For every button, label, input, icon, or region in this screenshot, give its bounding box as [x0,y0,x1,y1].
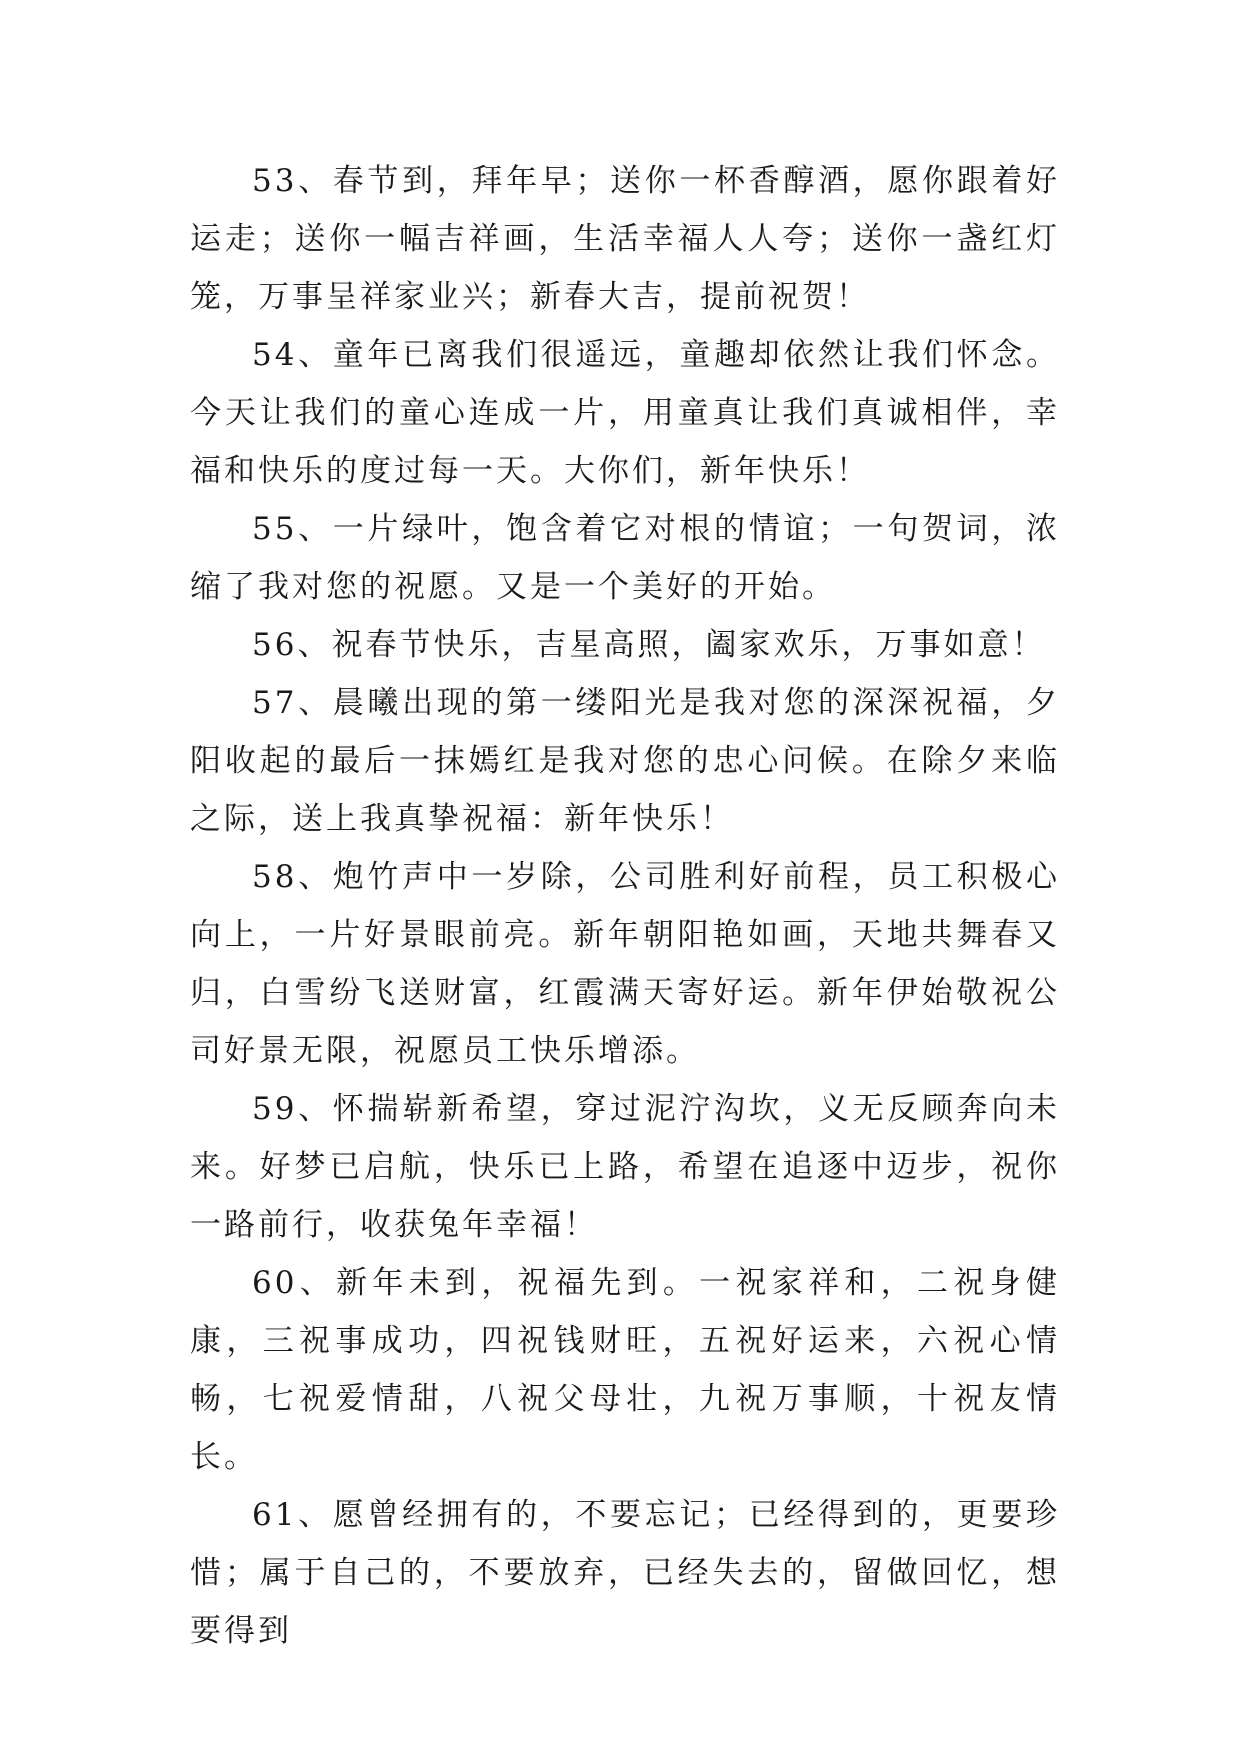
document-body [190,152,1060,1660]
paragraph-54: 54、童年已离我们很遥远，童趣却依然让我们怀念。今天让我们的童心连成一片，用童真让我们真诚相伴，幸福和快乐的度过每一天。大你们，新年快乐！ [190,337,1060,489]
paragraph-53: 53、春节到，拜年早；送你一杯香醇酒，愿你跟着好运走；送你一幅吉祥画，生活幸福人人夸；送你一盏红灯笼，万事呈祥家业兴；新春大吉，提前祝贺！ [190,163,1060,315]
paragraph-59: 59、怀揣崭新希望，穿过泥泞沟坎，义无反顾奔向未来。好梦已启航，快乐已上路，希望在追逐中迈步，祝你一路前行，收获兔年幸福！ [190,1091,1060,1243]
paragraph-61: 61、愿曾经拥有的，不要忘记；已经得到的，更要珍惜；属于自己的，不要放弃，已经失去的，留做回忆，想要得到 [190,1497,1060,1649]
paragraph-57: 57、晨曦出现的第一缕阳光是我对您的深深祝福，夕阳收起的最后一抹嫣红是我对您的忠心问候。在除夕来临之际，送上我真挚祝福：新年快乐！ [190,685,1060,837]
paragraph-60: 60、新年未到，祝福先到。一祝家祥和，二祝身健康，三祝事成功，四祝钱财旺，五祝好运来，六祝心情畅，七祝爱情甜，八祝父母壮，九祝万事顺，十祝友情长。 [190,1265,1060,1475]
paragraph-58: 58、炮竹声中一岁除，公司胜利好前程，员工积极心向上，一片好景眼前亮。新年朝阳艳如画，天地共舞春又归，白雪纷飞送财富，红霞满天寄好运。新年伊始敬祝公司好景无限，祝愿员工快乐增添。 [190,859,1060,1069]
paragraph-55: 55、一片绿叶，饱含着它对根的情谊；一句贺词，浓缩了我对您的祝愿。又是一个美好的开始。 [190,511,1060,605]
paragraph-56: 56、祝春节快乐，吉星高照，阖家欢乐，万事如意！ [252,627,1046,663]
